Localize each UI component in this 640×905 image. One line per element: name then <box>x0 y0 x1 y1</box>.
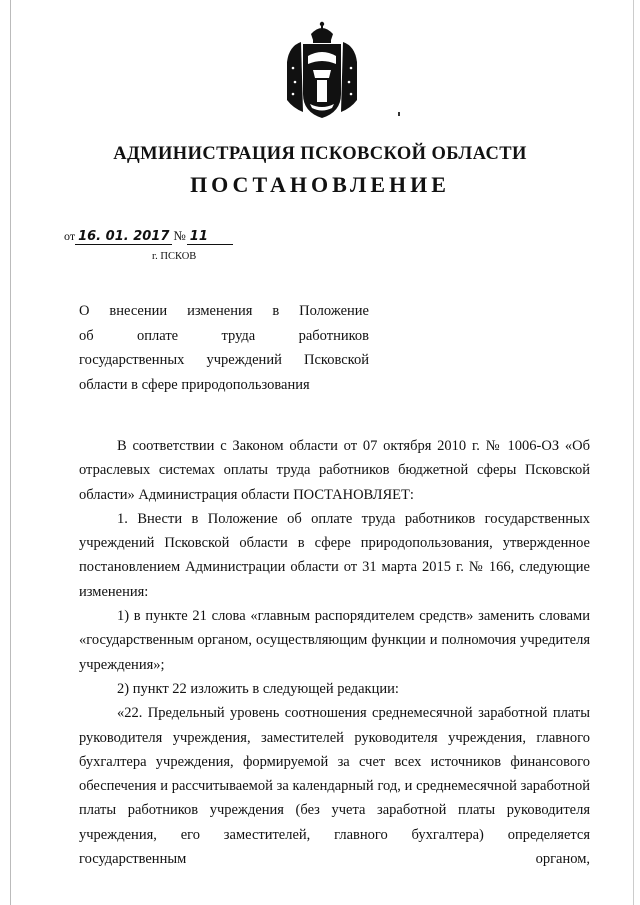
body-paragraph: 2) пункт 22 изложить в следующей редакции: <box>117 680 399 697</box>
subject-line: О внесении изменения в Положение <box>79 303 369 319</box>
document-date: 16. 01. 2017 <box>75 230 172 245</box>
body-paragraph: В соответствии с Законом области от 07 октября 2010 г. № 1006-ОЗ «Об отраслевых системах оплаты труда работников бюджетной сферы Псковской области» Администрация области ПОСТАНОВЛЯЕТ: <box>79 438 590 503</box>
scan-edge-right <box>633 0 634 905</box>
document-type-title: ПОСТАНОВЛЕНИЕ <box>190 172 450 197</box>
body-paragraph: 1. Внести в Положение об оплате труда работников государственных учреждений Псковской области в сфере природопользования, утвержденное постановлением Администрации области от 31 марта 2015 г. № 166, следующие изменения: <box>79 510 590 600</box>
city-label: г. ПСКОВ <box>152 251 197 262</box>
number-sign: № <box>173 228 186 243</box>
organization-title: АДМИНИСТРАЦИЯ ПСКОВСКОЙ ОБЛАСТИ <box>113 144 527 164</box>
scan-speck <box>398 112 400 116</box>
body-paragraph: 1) в пункте 21 слова «главным распорядителем средств» заменить словами «государственным органом, осуществляющим функции и полномочия учредителя учреждения»; <box>79 608 590 673</box>
document-number: 11 <box>187 230 233 245</box>
document-subject <box>79 299 369 397</box>
dateline <box>64 228 233 245</box>
scan-edge-left <box>10 0 11 905</box>
pskov-oblast-coat-of-arms-icon <box>283 20 361 120</box>
body-paragraph: «22. Предельный уровень соотношения среднемесячной заработной платы руководителя учреждения, заместителей руководителя учреждения, главного бухгалтера учреждения, формируемой за счет всех источников финансового обеспечения и рассчитываемой за календарный год, и среднемесячной заработной платы работников учреждения (без учета заработной платы руководителя учреждения, его заместителей, главного бухгалтера) определяется государственным органом, <box>79 705 590 868</box>
subject-line: области в сфере природопользования <box>79 376 310 393</box>
subject-line: об оплате труда работников <box>79 327 369 344</box>
date-prefix: от <box>64 229 76 243</box>
subject-line: государственных учреждений Псковской <box>79 352 369 368</box>
document-body <box>79 434 590 871</box>
